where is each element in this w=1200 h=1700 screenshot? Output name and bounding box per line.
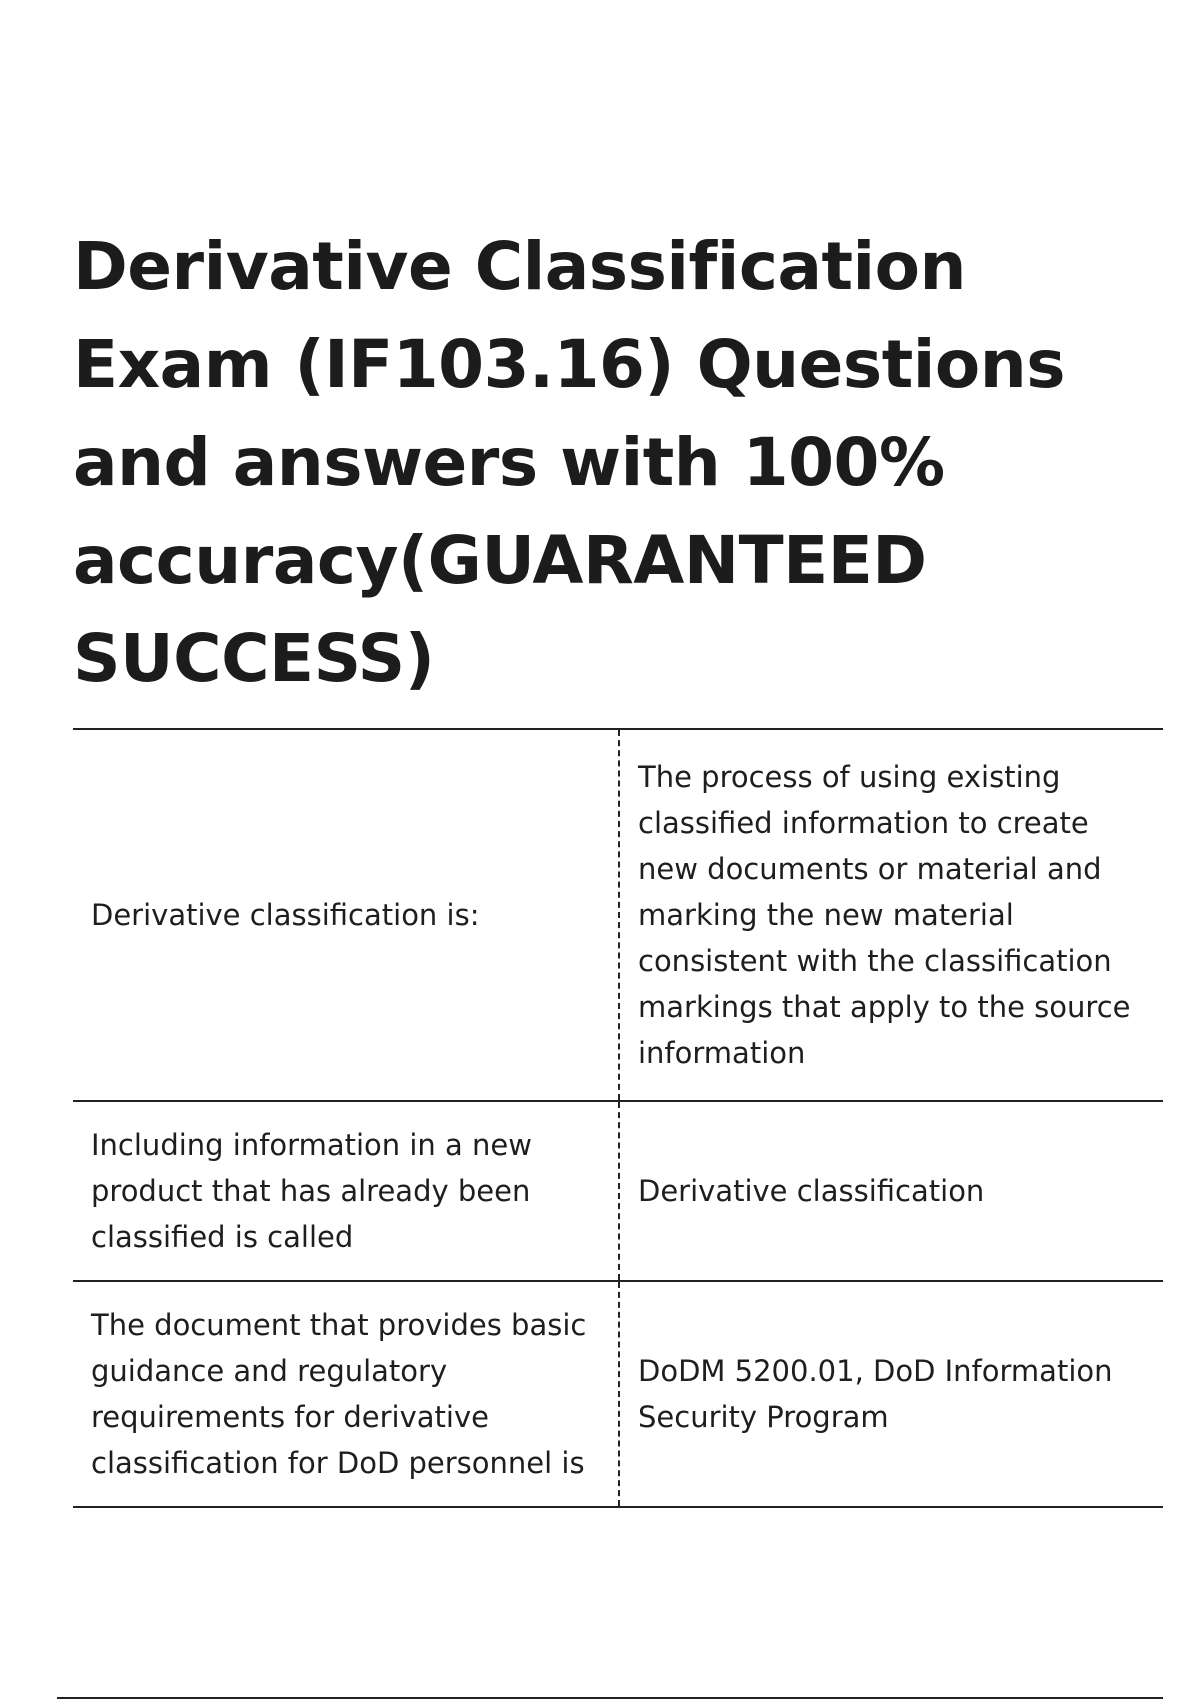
answer-cell: The process of using existing classified information to create new documents or material and marking the new material consistent with the classification markings that apply to the source information <box>619 729 1163 1101</box>
footer-divider <box>57 1697 1163 1699</box>
table-row <box>73 729 1163 1101</box>
document-title: Derivative Classification Exam (IF103.16) Questions and answers with 100% accuracy(GUARANTEED SUCCESS) <box>73 228 1066 697</box>
table-row <box>73 1281 1163 1507</box>
question-cell: The document that provides basic guidance and regulatory requirements for derivative classification for DoD personnel is <box>73 1281 619 1507</box>
table-row <box>73 1101 1163 1281</box>
question-cell: Including information in a new product that has already been classified is called <box>73 1101 619 1281</box>
question-cell: Derivative classification is: <box>73 729 619 1101</box>
qa-table <box>73 728 1163 1508</box>
answer-cell: Derivative classification <box>619 1101 1163 1281</box>
answer-cell: DoDM 5200.01, DoD Information Security Program <box>619 1281 1163 1507</box>
